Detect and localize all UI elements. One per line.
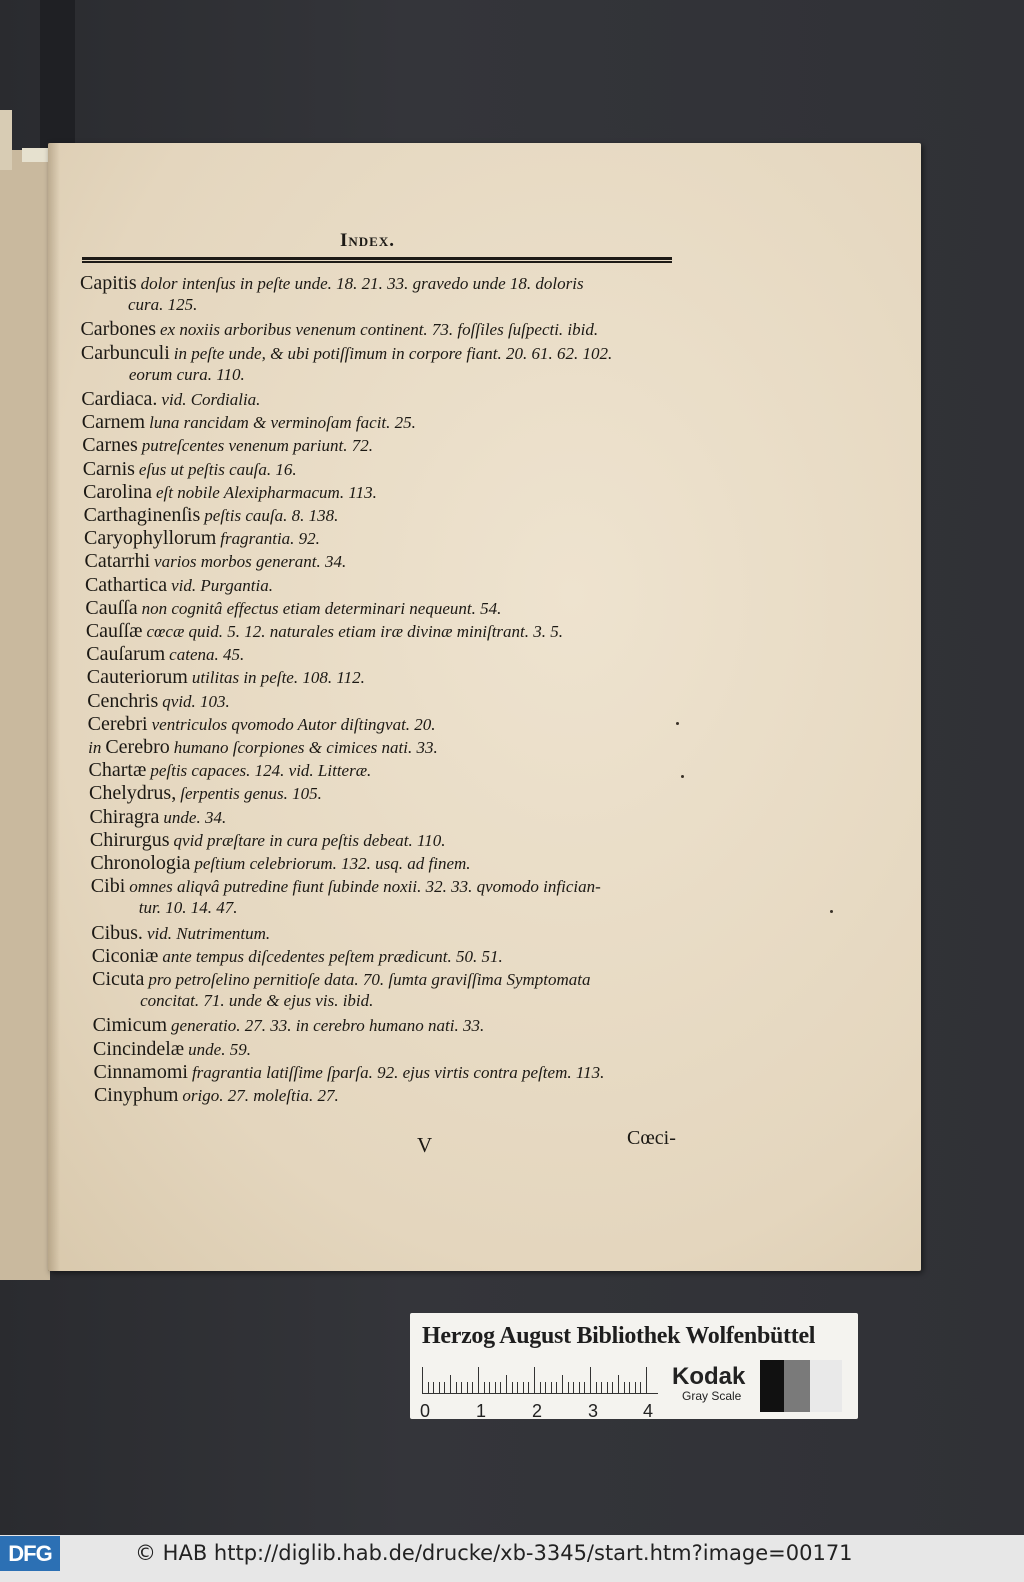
- index-entry: [89, 806, 709, 829]
- ink-speck: [676, 722, 679, 725]
- entry-description: catena. 45.: [169, 645, 245, 665]
- entry-keyword: Cinyphum: [93, 1084, 179, 1106]
- entry-description: omnes aliqvâ putredine fiunt ſubinde noxii. 32. 33. qvomodo infician-: [129, 877, 601, 897]
- entry-description: non cognitâ effectus etiam determinari nequeunt. 54.: [141, 598, 502, 618]
- entry-keyword: Caryophyllorum: [84, 527, 217, 550]
- entry-description: vid. Nutrimentum.: [146, 923, 271, 943]
- ruler-tick: [517, 1382, 518, 1393]
- ruler-number: 4: [643, 1401, 654, 1421]
- entry-keyword: Carbunculi: [80, 341, 170, 364]
- ruler-tick: [601, 1382, 602, 1393]
- ruler-tick: [428, 1382, 429, 1393]
- ruler-tick: [612, 1382, 613, 1393]
- entry-description: putreſcentes venenum pariunt. 72.: [141, 436, 373, 456]
- ruler-tick: [461, 1382, 462, 1393]
- entry-description: ex noxiis arboribus venenum continent. 73. foſſiles ſuſpecti. ibid.: [159, 320, 599, 340]
- index-entry: [83, 458, 703, 481]
- page-header: Index.: [340, 230, 395, 251]
- ruler-tick: [629, 1382, 630, 1393]
- index-entry: [88, 736, 708, 759]
- index-entry: [89, 759, 709, 782]
- entry-description: ante tempus diſcedentes peſtem prædicunt. 50. 51.: [162, 946, 503, 966]
- index-entry: [81, 388, 701, 411]
- entry-keyword: Cauſſa: [85, 596, 138, 619]
- entry-keyword: Carolina: [83, 480, 153, 503]
- entry-description: varios morbos generant. 34.: [154, 552, 347, 572]
- previous-page-edge: [0, 150, 50, 1280]
- entry-description: ſerpentis genus. 105.: [180, 784, 322, 804]
- ruler-tick: [444, 1382, 445, 1393]
- ruler-tick: [534, 1367, 535, 1393]
- ruler-tick: [450, 1375, 451, 1393]
- entry-description: utilitas in peſte. 108. 112.: [191, 668, 365, 688]
- entry-keyword: Cenchris: [87, 689, 159, 712]
- ruler-tick: [590, 1367, 591, 1393]
- index-entry: [81, 342, 701, 365]
- ruler-tick: [579, 1382, 580, 1393]
- index-entry: [86, 643, 706, 666]
- ruler-tick: [422, 1367, 423, 1393]
- ruler-tick: [640, 1382, 641, 1393]
- entry-description: cœcæ quid. 5. 12. naturales etiam iræ divinæ miniſtrant. 3. 5.: [146, 622, 564, 641]
- entry-description: in peſte unde, & ubi potiſſimum in corpore fiant. 20. 61. 62. 102.: [173, 343, 613, 363]
- entry-description: peſtium celebriorum. 132. usq. ad finem.: [194, 854, 471, 873]
- entry-keyword: Chiragra: [89, 805, 160, 828]
- index-entry: [90, 852, 710, 875]
- entry-description: eſus ut peſtis cauſa. 16.: [138, 459, 297, 479]
- entry-keyword: Capitis: [80, 272, 137, 294]
- index-entry: [87, 666, 707, 689]
- ruler-tick: [596, 1382, 597, 1393]
- ruler-tick: [472, 1382, 473, 1393]
- entry-keyword: Chronologia: [90, 852, 191, 874]
- page-gutter-shadow: [48, 143, 60, 1271]
- entry-keyword: Carnem: [81, 411, 146, 434]
- book-spine: [40, 0, 75, 155]
- index-entry: [93, 1038, 713, 1061]
- index-entry: [92, 945, 712, 968]
- index-entry: [92, 968, 712, 991]
- entry-keyword: Cicuta: [92, 968, 145, 990]
- entry-keyword: Carnes: [82, 434, 138, 457]
- color-calibration-card: [410, 1313, 858, 1419]
- entry-keyword: Cathartica: [84, 573, 168, 596]
- index-entry: [84, 504, 704, 527]
- entry-description: qvid præſtare in cura peſtis debeat. 110.: [173, 830, 446, 850]
- index-entry: [80, 318, 700, 341]
- entry-keyword: Cauteriorum: [86, 666, 188, 689]
- ruler-tick: [573, 1382, 574, 1393]
- index-entry: [90, 829, 710, 852]
- previous-page-corner: [0, 110, 12, 170]
- index-entry: [85, 550, 705, 573]
- ruler-tick: [489, 1382, 490, 1393]
- ruler-number: 2: [532, 1401, 543, 1421]
- ruler-tick: [495, 1382, 496, 1393]
- index-entry: [80, 272, 700, 295]
- signature-mark: V: [417, 1133, 433, 1157]
- index-entry: [82, 411, 702, 434]
- ruler-tick: [568, 1382, 569, 1393]
- index-entry: [89, 782, 709, 805]
- ruler-tick: [607, 1382, 608, 1393]
- entry-keyword: Carbones: [80, 318, 156, 341]
- entry-description: pro petroſelino pernitioſe data. 70. ſumta graviſſima Symptomata: [148, 970, 591, 989]
- entry-keyword: Cinnamomi: [93, 1060, 188, 1083]
- ruler-tick: [512, 1382, 513, 1393]
- index-entry: [84, 527, 704, 550]
- entry-keyword: Cauſſæ: [85, 620, 143, 642]
- entry-continuation: tur. 10. 14. 47.: [138, 898, 238, 918]
- header-rule: [82, 257, 672, 263]
- entry-description: dolor intenſus in peſte unde. 18. 21. 33. gravedo unde 18. doloris: [140, 274, 584, 293]
- index-entry: [85, 574, 705, 597]
- entry-keyword: Cerebro: [105, 736, 170, 758]
- ruler-tick: [467, 1382, 468, 1393]
- entry-description: ventriculos qvomodo Autor diſtingvat. 20.: [151, 714, 436, 734]
- entry-keyword: Catarrhi: [84, 550, 151, 573]
- swatch-gray: [784, 1360, 810, 1412]
- ruler-tick: [556, 1382, 557, 1393]
- ruler-tick: [478, 1367, 479, 1393]
- ruler-tick: [624, 1382, 625, 1393]
- ruler-tick: [646, 1367, 647, 1393]
- entry-description: fragrantia latiſſime ſparſa. 92. ejus virtis contra peſtem. 113.: [191, 1062, 605, 1082]
- ruler-tick: [433, 1382, 434, 1393]
- entry-description: generatio. 27. 33. in cerebro humano nati. 33.: [171, 1016, 485, 1036]
- ruler-number: 1: [476, 1401, 487, 1421]
- index-entry: [87, 690, 707, 713]
- ink-speck: [830, 910, 833, 913]
- entry-keyword: Cardiaca.: [81, 388, 158, 410]
- entry-keyword: Cibus.: [91, 921, 143, 944]
- entry-keyword: Cibi: [90, 875, 126, 898]
- index-entry: [86, 620, 706, 643]
- index-entry: [88, 713, 708, 736]
- index-entry: [93, 1014, 713, 1037]
- entry-keyword: Chelydrus,: [89, 782, 177, 805]
- index-entry: [94, 1084, 714, 1107]
- index-entry: [83, 481, 703, 504]
- library-name: Herzog August Bibliothek Wolfenbüttel: [422, 1323, 816, 1349]
- gray-scale-label: Gray Scale: [682, 1389, 742, 1403]
- entry-keyword: Cerebri: [87, 712, 148, 735]
- entry-continuation: cura. 125.: [128, 295, 198, 315]
- index-entry: [94, 1061, 714, 1084]
- entry-description: qvid. 103.: [162, 691, 230, 711]
- entry-description: eſt nobile Alexipharmacum. 113.: [156, 482, 377, 502]
- catchword: Cœci-: [627, 1127, 676, 1149]
- entry-keyword: Carnis: [82, 457, 135, 480]
- ruler-tick: [528, 1382, 529, 1393]
- entry-continuation: concitat. 71. unde & ejus vis. ibid.: [140, 991, 374, 1011]
- scale-ruler: [422, 1367, 658, 1393]
- credit-line: © HAB http://diglib.hab.de/drucke/xb-3345/start.htm?image=00171: [135, 1541, 853, 1565]
- dfg-logo: DFG: [0, 1536, 60, 1571]
- ruler-tick: [545, 1382, 546, 1393]
- index-entry: [85, 597, 705, 620]
- entry-keyword: Cincindelæ: [93, 1037, 185, 1060]
- ruler-tick: [562, 1375, 563, 1393]
- ruler-tick: [439, 1382, 440, 1393]
- entry-description: vid. Purgantia.: [171, 575, 273, 595]
- index-entry: [91, 922, 711, 945]
- ruler-tick: [523, 1382, 524, 1393]
- entry-continuation: eorum cura. 110.: [128, 364, 245, 384]
- ruler-tick: [506, 1375, 507, 1393]
- entry-description: peſtis cauſa. 8. 138.: [204, 506, 339, 525]
- kodak-logo: Kodak: [672, 1363, 746, 1390]
- entry-description: humano ſcorpiones & cimices nati. 33.: [173, 738, 438, 757]
- entry-description: vid. Cordialia.: [161, 390, 261, 409]
- entry-description: origo. 27. moleſtia. 27.: [182, 1086, 339, 1105]
- ink-speck: [681, 775, 684, 778]
- entry-keyword: Cauſarum: [86, 643, 166, 666]
- swatch-black: [760, 1360, 784, 1412]
- swatch-white: [810, 1360, 842, 1412]
- ruler-number: 0: [420, 1401, 431, 1421]
- gray-swatches: [760, 1360, 842, 1412]
- entry-description: fragrantia. 92.: [220, 529, 320, 549]
- ruler-tick: [551, 1382, 552, 1393]
- index-entry: [91, 875, 711, 898]
- entry-keyword: Ciconiæ: [91, 944, 159, 967]
- entry-description: unde. 34.: [163, 807, 227, 827]
- ruler-tick: [500, 1382, 501, 1393]
- ruler-tick: [540, 1382, 541, 1393]
- entry-description: unde. 59.: [188, 1039, 251, 1059]
- entry-prefix: in: [88, 738, 102, 757]
- ruler-tick: [618, 1375, 619, 1393]
- ruler-tick: [484, 1382, 485, 1393]
- entry-description: peſtis capaces. 124. vid. Litteræ.: [150, 761, 372, 781]
- ruler-number: 3: [588, 1401, 599, 1421]
- ruler-tick: [584, 1382, 585, 1393]
- entry-keyword: Chirurgus: [89, 828, 170, 851]
- ruler-tick: [635, 1382, 636, 1393]
- ruler-tick: [456, 1382, 457, 1393]
- entry-description: luna rancidam & verminoſam facit. 25.: [149, 413, 416, 433]
- entry-keyword: Chartæ: [88, 759, 147, 782]
- entry-keyword: Carthaginenſis: [83, 504, 201, 526]
- entry-keyword: Cimicum: [92, 1014, 168, 1037]
- index-entry: [82, 434, 702, 457]
